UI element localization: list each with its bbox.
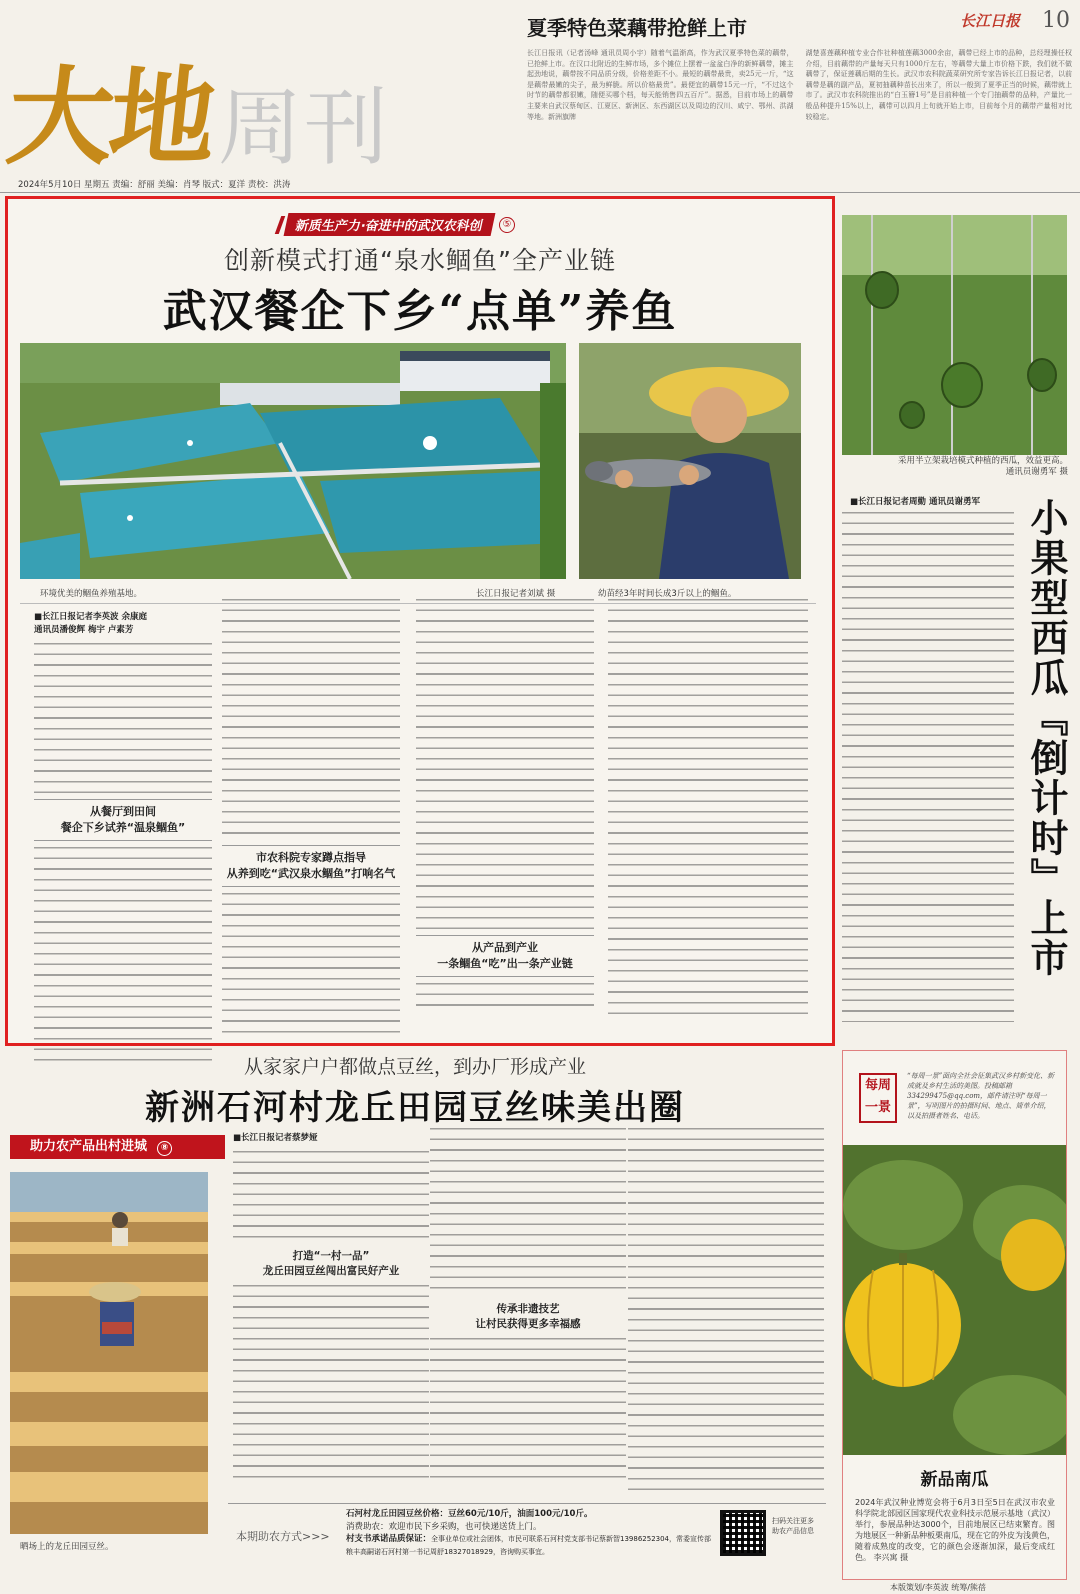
page-credit: 本版策划/李英波 统筹/熊蓓: [890, 1583, 986, 1592]
sidebar-body-text: [842, 512, 1014, 1022]
feature-kicker: 创新模式打通“泉水鲴鱼”全产业链: [224, 246, 616, 275]
bottom-col-1: [233, 1132, 429, 1485]
weekly-scene-box: [842, 1050, 1067, 1580]
bottom-subhead-1: 打造“一村一品” 龙丘田园豆丝闯出富民好产业: [262, 1250, 400, 1277]
dateline: 2024年5月10日 星期五 责编：舒丽 美编：肖琴 版式：夏洋 责校：洪涛: [18, 180, 291, 190]
dried-noodle-photo: [10, 1172, 208, 1534]
body-text: [222, 893, 400, 1033]
pumpkin-photo: [843, 1145, 1066, 1455]
body-text: [222, 599, 400, 839]
body-text: [416, 599, 594, 929]
purchase-info-box: [228, 1503, 826, 1563]
weekly-scene-title: 新品南瓜: [920, 1470, 989, 1490]
fisherman-photo: [579, 343, 801, 579]
weekly-scene-text: 2024年武汉种业博览会将于6月3日至5日在武汉市农业科学院北部园区国家现代农业科技示范展示基地（武汉）举行，参展品种达3000个，目前地展区已结束繁育。图为地展区一种新品种板栗南瓜，现在它的外皮为浅黄色，随着成熟度的改变，它的颜色会逐渐加深，最后变成红色。 李兴寓 摄: [855, 1498, 1055, 1562]
bottom-col-2: [430, 1128, 626, 1486]
noodle-drying-illustration: [10, 1172, 208, 1534]
body-text: [416, 983, 594, 1013]
feature-col-1: [34, 611, 212, 1067]
fish-pond-photo: [20, 343, 566, 579]
qr-code-icon[interactable]: [720, 1510, 766, 1556]
sidebar-vertical-title: 小果型西瓜『倒计时』上市: [1024, 498, 1069, 978]
feature-col-2: [222, 599, 400, 1033]
bottom-subhead-2: 传承非遗技艺 让村民获得更多幸福感: [475, 1303, 581, 1330]
bottom-series-label: 助力农产品出村进城: [30, 1139, 148, 1154]
price-line: 石河村龙丘田园豆丝价格：豆丝60元/10斤，油面100元/10斤。: [346, 1509, 593, 1519]
bottom-kicker: 从家家户户都做点豆丝，到办厂形成产业: [243, 1056, 586, 1078]
photo-credit: 长江日报记者刘斌 摄: [476, 589, 556, 599]
feature-byline: ■长江日报记者李英波 余康庭 通讯员潘俊辉 梅宇 卢素芳: [34, 612, 147, 635]
title-big: 大地: [1, 54, 219, 179]
feature-article: [5, 196, 835, 1046]
body-text: [233, 1285, 429, 1485]
masthead: [0, 0, 1080, 180]
body-text: [430, 1128, 626, 1296]
pumpkin-illustration: [843, 1145, 1066, 1455]
feature-subhead-2: 市农科院专家蹲点指导 从养到吃“武汉泉水鲴鱼”打响名气: [222, 845, 400, 887]
guarantee-text: 全事业单位或社会团体，市民可联系石河村党支部书记蔡新智13986252304，常委宣传部粮丰高嗣诺石河村第一书记周舒18327018929，咨询购买事宜。: [346, 1535, 712, 1556]
newspaper-logo: 长江日报: [960, 12, 1021, 30]
consumer-line: 消费助农：欢迎市民下乡采购，也可快递送货上门。: [346, 1521, 542, 1532]
guarantee-label: 村支书承诺品质保证：: [346, 1534, 432, 1544]
bottom-col-3: [628, 1128, 824, 1494]
page-number: 10: [1042, 8, 1070, 33]
fish-photo-caption: 幼苗经3年时间长成3斤以上的鲴鱼。: [598, 589, 737, 599]
feature-headline: 武汉餐企下乡“点单”养鱼: [162, 286, 678, 337]
body-text: [34, 643, 212, 793]
feature-col-4: [608, 599, 808, 1019]
fish-pond-illustration: [20, 343, 566, 579]
publication-title: [1, 20, 391, 179]
bottom-series-number: ⑧: [157, 1141, 172, 1156]
sidebar-byline: ■长江日报记者周勤 通讯员谢勇军: [850, 497, 980, 507]
pond-photo-caption: 环境优美的鲴鱼养殖基地。: [40, 589, 143, 599]
top-article-col-2: 湖楚喜莲藕种植专业合作社种植莲藕3000余亩，藕带已经上市的品种，总经理操任权介绍，目前藕带的产量每天只有1000斤左右，等藕带大量上市价格下跌，我们就不做藕带了，保证莲藕后期的生长。武汉市农科院蔬菜研究所专家告诉长江日报记者，以前藕带是藕的副产品，夏初抽藕种苗长出来了，所以一般到了夏季正当的时候，藕带就上市了。武汉市农科院推出的“白玉簪1号”是目前种植一个专门抽藕带的品种，产量比一般品种提升15%以上，藕带可以四月上旬就开始上市，目前每个月的藕带产量相对比较稳定。: [805, 49, 1072, 121]
watermelon-photo: [842, 215, 1067, 455]
feature-col-3: [416, 599, 594, 1013]
series-number: ⑤: [499, 217, 515, 233]
divider: [0, 192, 1080, 193]
qr-caption: 扫码关注更多助农产品信息: [772, 1517, 814, 1535]
body-text: [628, 1128, 824, 1494]
feature-subhead-3: 从产品到产业 一条鲴鱼“吃”出一条产业链: [416, 935, 594, 977]
feature-subhead-1: 从餐厅到田间 餐企下乡试养“温泉鲴鱼”: [34, 799, 212, 841]
body-text: [430, 1338, 626, 1486]
series-tag: [278, 213, 515, 236]
bottom-byline: ■长江日报记者蔡梦娅: [233, 1133, 318, 1143]
watermelon-illustration: [842, 215, 1067, 455]
bottom-headline: 新洲石河村龙丘田园豆丝味美出圈: [145, 1088, 685, 1128]
body-text: [608, 599, 808, 1019]
top-article-body: [527, 48, 1072, 163]
purchase-info-label: 本期助农方式>>>: [236, 1530, 330, 1543]
fisherman-illustration: [579, 343, 801, 579]
bottom-series-tag: [10, 1135, 225, 1159]
top-article-col-1: 长江日报讯（记者汤峰 通讯员周小宇）随着气温渐高，作为武汉夏季特色菜的藕带，已抢鲜上市。在汉口北附近的生鲜市场，多个摊位上摆着一盆盆白净的新鲜藕带，摊主起劲地说，藕带按不同品质分级，价格差距不小。最短的藕带最贵，卖25元一斤，“这是藕带最嫩的尖子，最为鲜脆。所以价格最贵”。最便宜的藕带15元一斤，“不过这个时节的藕带都很嫩，随便买哪个档，每天能销售四五百斤”。据悉，目前市场上的藕带主要来自武汉蔡甸区、江夏区、新洲区、东西湖区以及周边的汉川、咸宁、鄂州、洪湖等地。新洲旗牌: [527, 49, 794, 121]
noodle-photo-caption: 晒场上的龙丘田园豆丝。: [20, 1542, 114, 1552]
purchase-info-text: [346, 1508, 716, 1558]
series-label: 新质生产力·奋进中的武汉农科创: [284, 213, 496, 236]
weekly-scene-intro: “每周一景”面向全社会征集武汉乡村新变化、新成就及乡村生活的美图。投稿邮箱 334299475@qq.com，邮件请注明“每周一景”，写明图片的拍摄时间、地点、简单介绍，以及拍摄者姓名、电话。: [907, 1072, 1055, 1120]
title-weekly: 周刊: [218, 79, 391, 177]
watermelon-photo-caption: 采用半立架栽培模式种植的西瓜，效益更高。 通讯员谢勇军 摄: [897, 456, 1068, 477]
body-text: [34, 847, 212, 1067]
weekly-scene-badge: 每周一景: [859, 1073, 897, 1123]
top-headline: 夏季特色菜藕带抢鲜上市: [527, 16, 747, 40]
body-text: [233, 1151, 429, 1243]
